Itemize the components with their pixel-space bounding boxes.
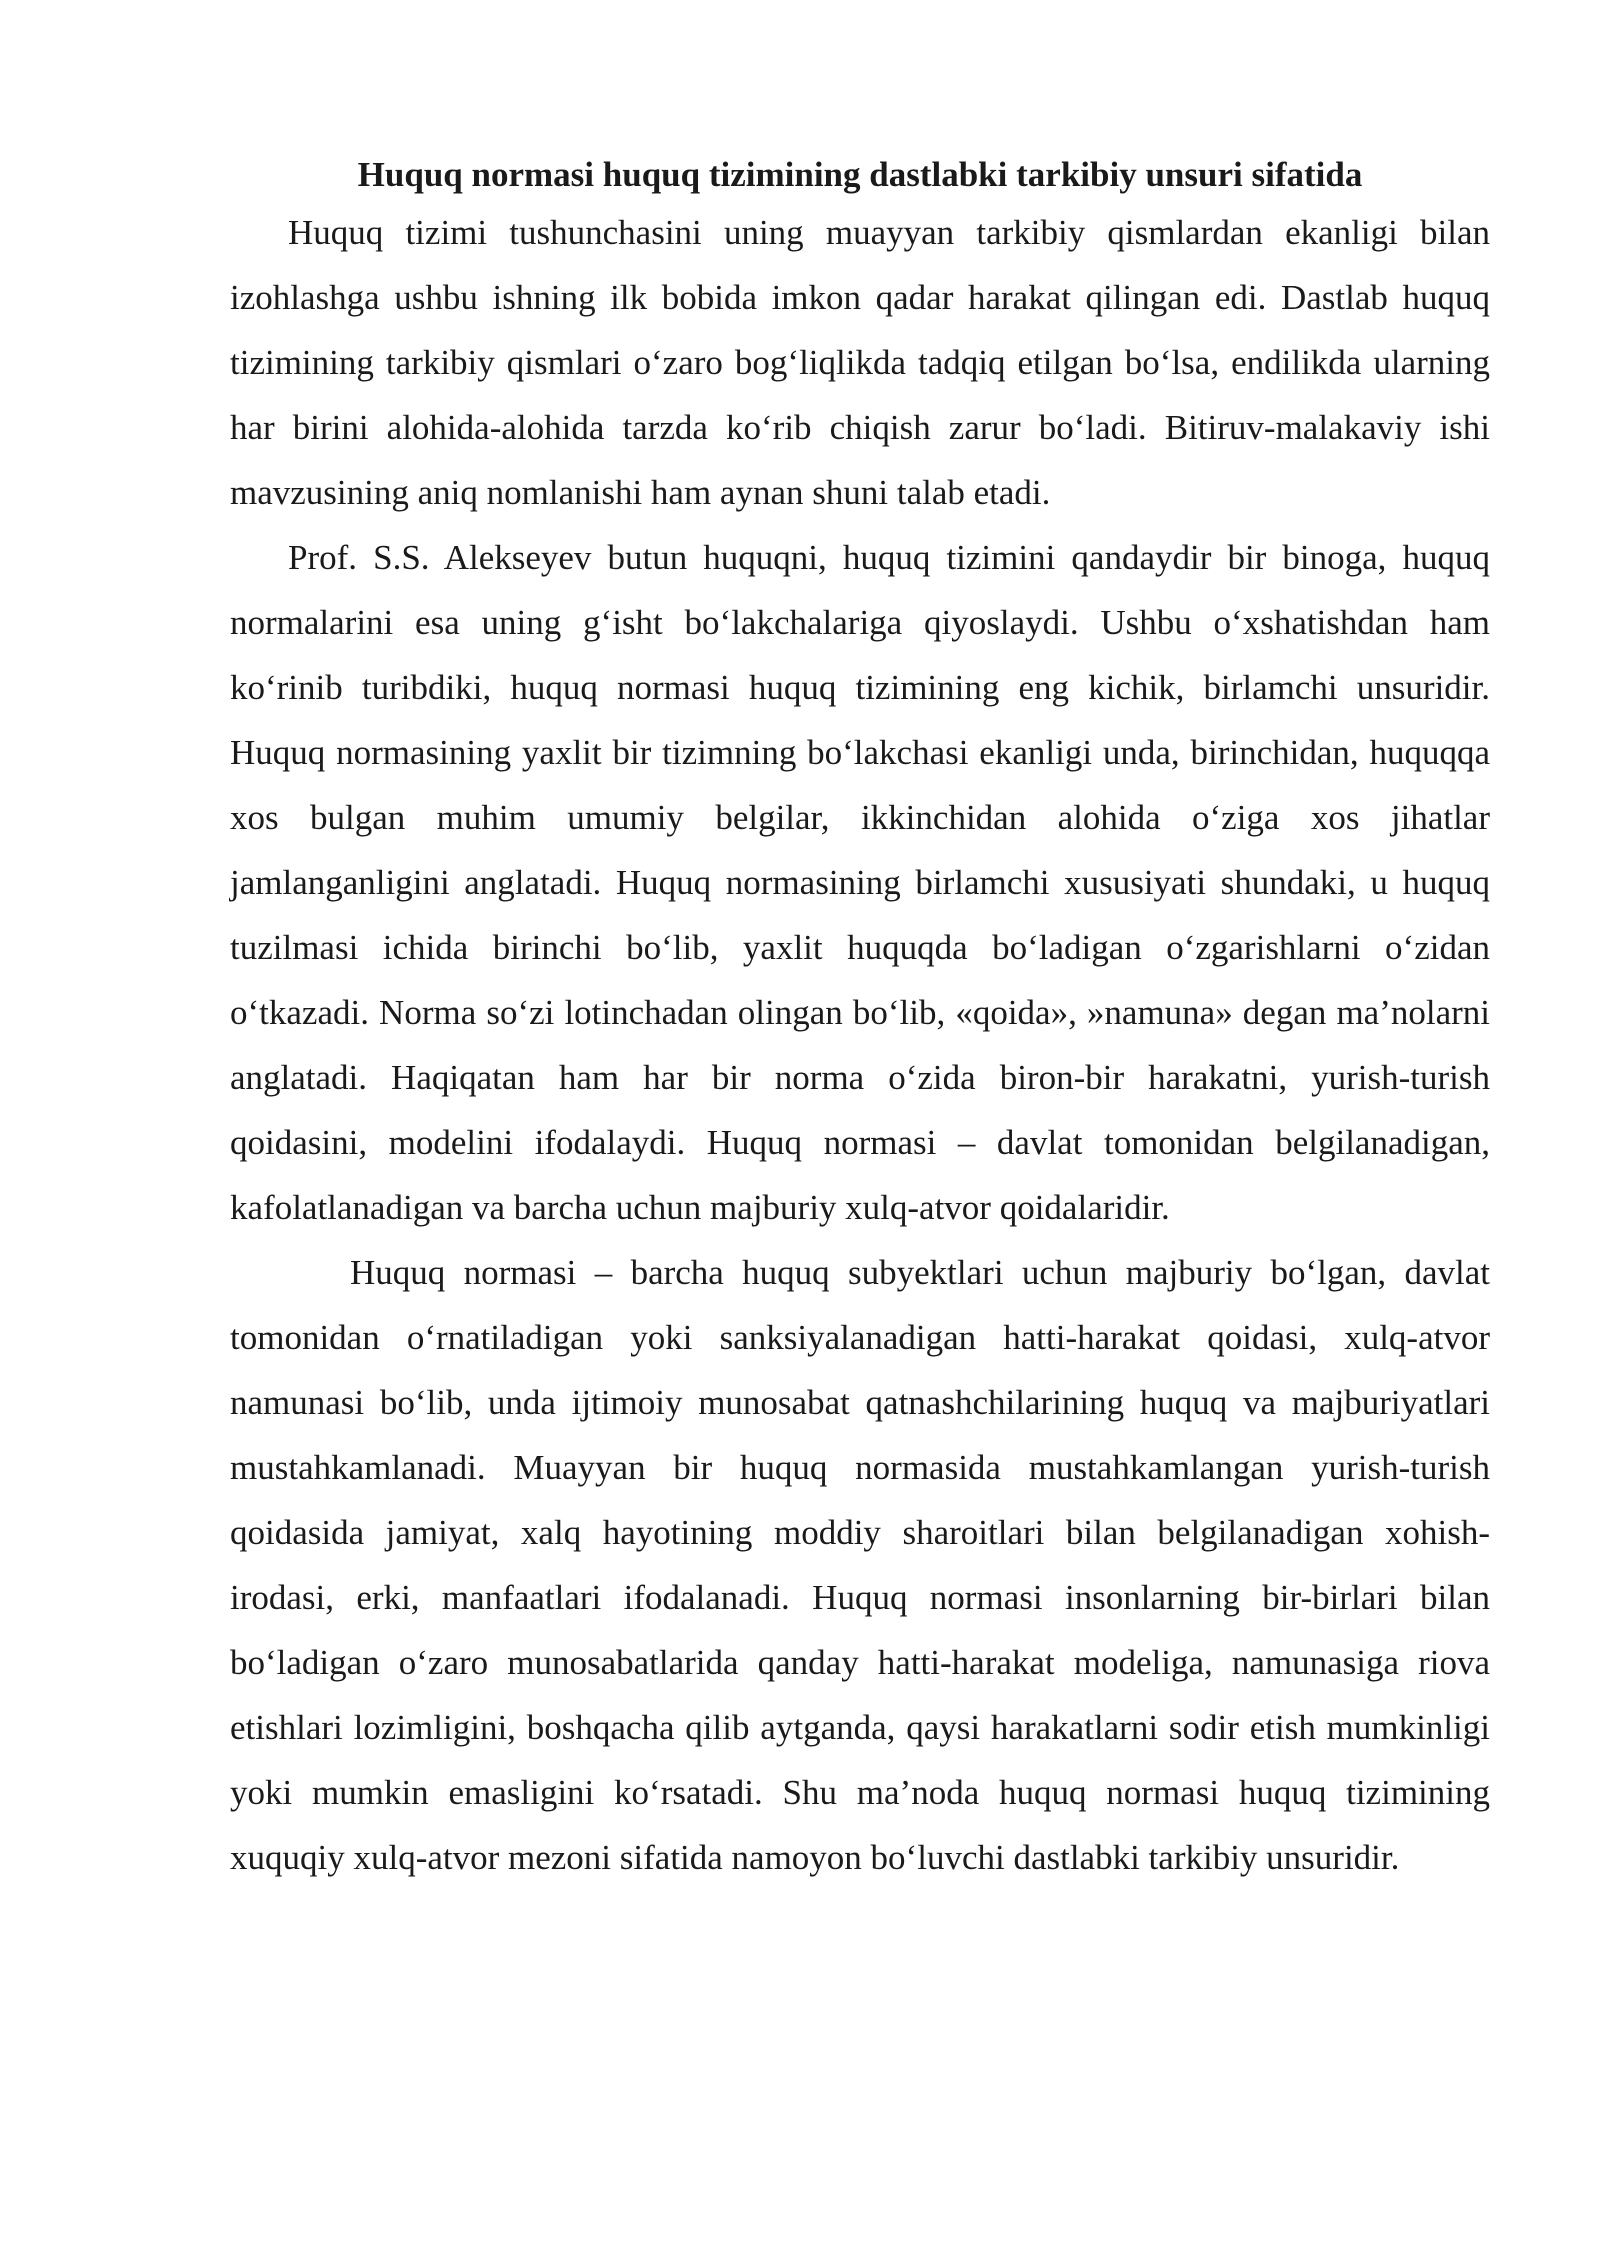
paragraph-2: Prof. S.S. Alekseyev butun huquqni, huquq tizimini qandaydir bir binoga, huquq normalarini esa uning g‘isht bo‘lakchalariga qiyoslaydi. Ushbu o‘xshatishdan ham ko‘rinib turibdiki, huquq normasi huquq tizimining eng kichik, birlamchi unsuridir. Huquq normasining yaxlit bir tizimning bo‘lakchasi ekanligi unda, birinchidan, huquqqa xos bulgan muhim umumiy belgilar, ikkinchidan alohida o‘ziga xos jihatlar jamlanganligini anglatadi. Huquq normasining birlamchi xususiyati shundaki, u huquq tuzilmasi ichida birinchi bo‘lib, yaxlit huquqda bo‘ladigan o‘zgarishlarni o‘zidan o‘tkazadi. Norma so‘zi lotinchadan olingan bo‘lib, «qoida», »namuna» degan ma’nolarni anglatadi. Haqiqatan ham har bir norma o‘zida biron-bir harakatni, yurish-turish qoidasini, modelini ifodalaydi. Huquq normasi – davlat tomonidan belgilanadigan, kafolatlanadigan va barcha uchun majburiy xulq-atvor qoidalaridir.: [230, 538, 1490, 1227]
document-body: [230, 150, 1490, 1890]
document-title: Huquq normasi huquq tizimining dastlabki tarkibiy unsuri sifatida: [357, 155, 1363, 194]
paragraph-3: Huquq normasi – barcha huquq subyektlari uchun majburiy bo‘lgan, davlat tomonidan o‘rnatiladigan yoki sanksiyalanadigan hatti-harakat qoidasi, xulq-atvor namunasi bo‘lib, unda ijtimoiy munosabat qatnashchilarining huquq va majburiyatlari mustahkamlanadi. Muayyan bir huquq normasida mustahkamlangan yurish-turish qoidasida jamiyat, xalq hayotining moddiy sharoitlari bilan belgilanadigan xohish-irodasi, erki, manfaatlari ifodalanadi. Huquq normasi insonlarning bir-birlari bilan bo‘ladigan o‘zaro munosabatlarida qanday hatti-harakat modeliga, namunasiga riova etishlari lozimligini, boshqacha qilib aytganda, qaysi harakatlarni sodir etish mumkinligi yoki mumkin emasligini ko‘rsatadi. Shu ma’noda huquq normasi huquq tizimining xuquqiy xulq-atvor mezoni sifatida namoyon bo‘luvchi dastlabki tarkibiy unsuridir.: [230, 1253, 1490, 1877]
paragraph-1: Huquq tizimi tushunchasini uning muayyan tarkibiy qismlardan ekanligi bilan izohlashga ushbu ishning ilk bobida imkon qadar harakat qilingan edi. Dastlab huquq tizimining tarkibiy qismlari o‘zaro bog‘liqlikda tadqiq etilgan bo‘lsa, endilikda ularning har birini alohida-alohida tarzda ko‘rib chiqish zarur bo‘ladi. Bitiruv-malakaviy ishi mavzusining aniq nomlanishi ham aynan shuni talab etadi.: [230, 213, 1490, 512]
